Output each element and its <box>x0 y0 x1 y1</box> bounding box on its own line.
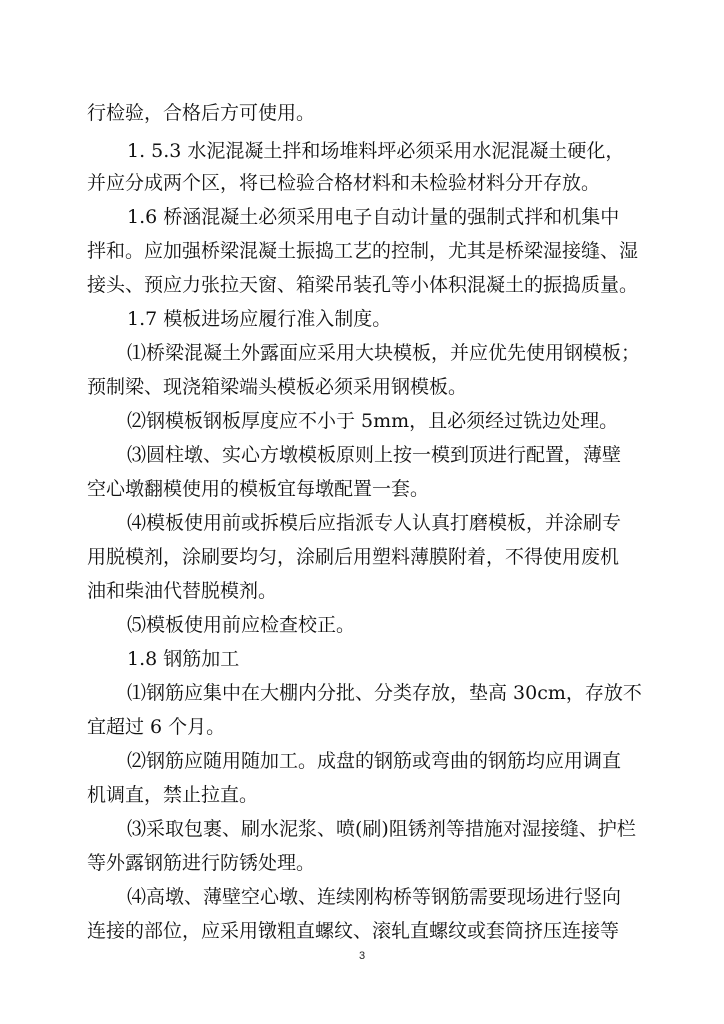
text-line-10: ⑵钢模板钢板厚度应不小于 5mm，且必须经过铣边处理。 <box>127 410 619 432</box>
text-line-19: 宜超过 6 个月。 <box>87 716 226 738</box>
page-number: 3 <box>358 950 366 962</box>
text-line-14: 用脱模剂，涂刷要均匀，涂刷后用塑料薄膜附着，不得使用废机 <box>87 546 620 568</box>
text-line-18: ⑴钢筋应集中在大棚内分批、分类存放，垫高 30cm，存放不 <box>127 682 642 704</box>
text-line-21: 机调直，禁止拉直。 <box>87 784 259 806</box>
text-line-8: ⑴桥梁混凝土外露面应采用大块模板，并应优先使用钢模板； <box>127 342 641 364</box>
text-line-7: 1.7 模板进场应履行准入制度。 <box>127 308 392 330</box>
text-line-9: 预制梁、现浇箱梁端头模板必须采用钢模板。 <box>87 376 468 398</box>
text-line-5: 拌和。应加强桥梁混凝土振捣工艺的控制，尤其是桥梁湿接缝、湿 <box>87 240 639 262</box>
text-line-6: 接头、预应力张拉天窗、箱梁吊装孔等小体积混凝土的振捣质量。 <box>87 274 639 296</box>
text-line-11: ⑶圆柱墩、实心方墩模板原则上按一模到顶进行配置，薄壁 <box>127 444 622 466</box>
text-line-3: 并应分成两个区，将已检验合格材料和未检验材料分开存放。 <box>87 172 601 194</box>
text-line-15: 油和柴油代替脱模剂。 <box>87 580 278 602</box>
text-line-20: ⑵钢筋应随用随加工。成盘的钢筋或弯曲的钢筋均应用调直 <box>127 750 622 772</box>
text-line-25: 连接的部位，应采用镦粗直螺纹、滚轧直螺纹或套筒挤压连接等 <box>87 920 620 942</box>
text-line-22: ⑶采取包裹、刷水泥浆、喷(刷)阻锈剂等措施对湿接缝、护栏 <box>127 818 636 840</box>
text-line-17: 1.8 钢筋加工 <box>127 648 240 670</box>
text-line-12: 空心墩翻模使用的模板宜每墩配置一套。 <box>87 478 430 500</box>
text-line-23: 等外露钢筋进行防锈处理。 <box>87 852 316 874</box>
text-line-13: ⑷模板使用前或拆模后应指派专人认真打磨模板，并涂刷专 <box>127 512 622 534</box>
text-line-2: 1. 5.3 水泥混凝土拌和场堆料坪必须采用水泥混凝土硬化， <box>127 140 625 162</box>
text-line-24: ⑷高墩、薄壁空心墩、连续刚构桥等钢筋需要现场进行竖向 <box>127 886 622 908</box>
text-line-16: ⑸模板使用前应检查校正。 <box>127 614 356 636</box>
text-line-1: 行检验，合格后方可使用。 <box>87 102 316 124</box>
text-line-4: 1.6 桥涵混凝土必须采用电子自动计量的强制式拌和机集中 <box>127 206 620 228</box>
